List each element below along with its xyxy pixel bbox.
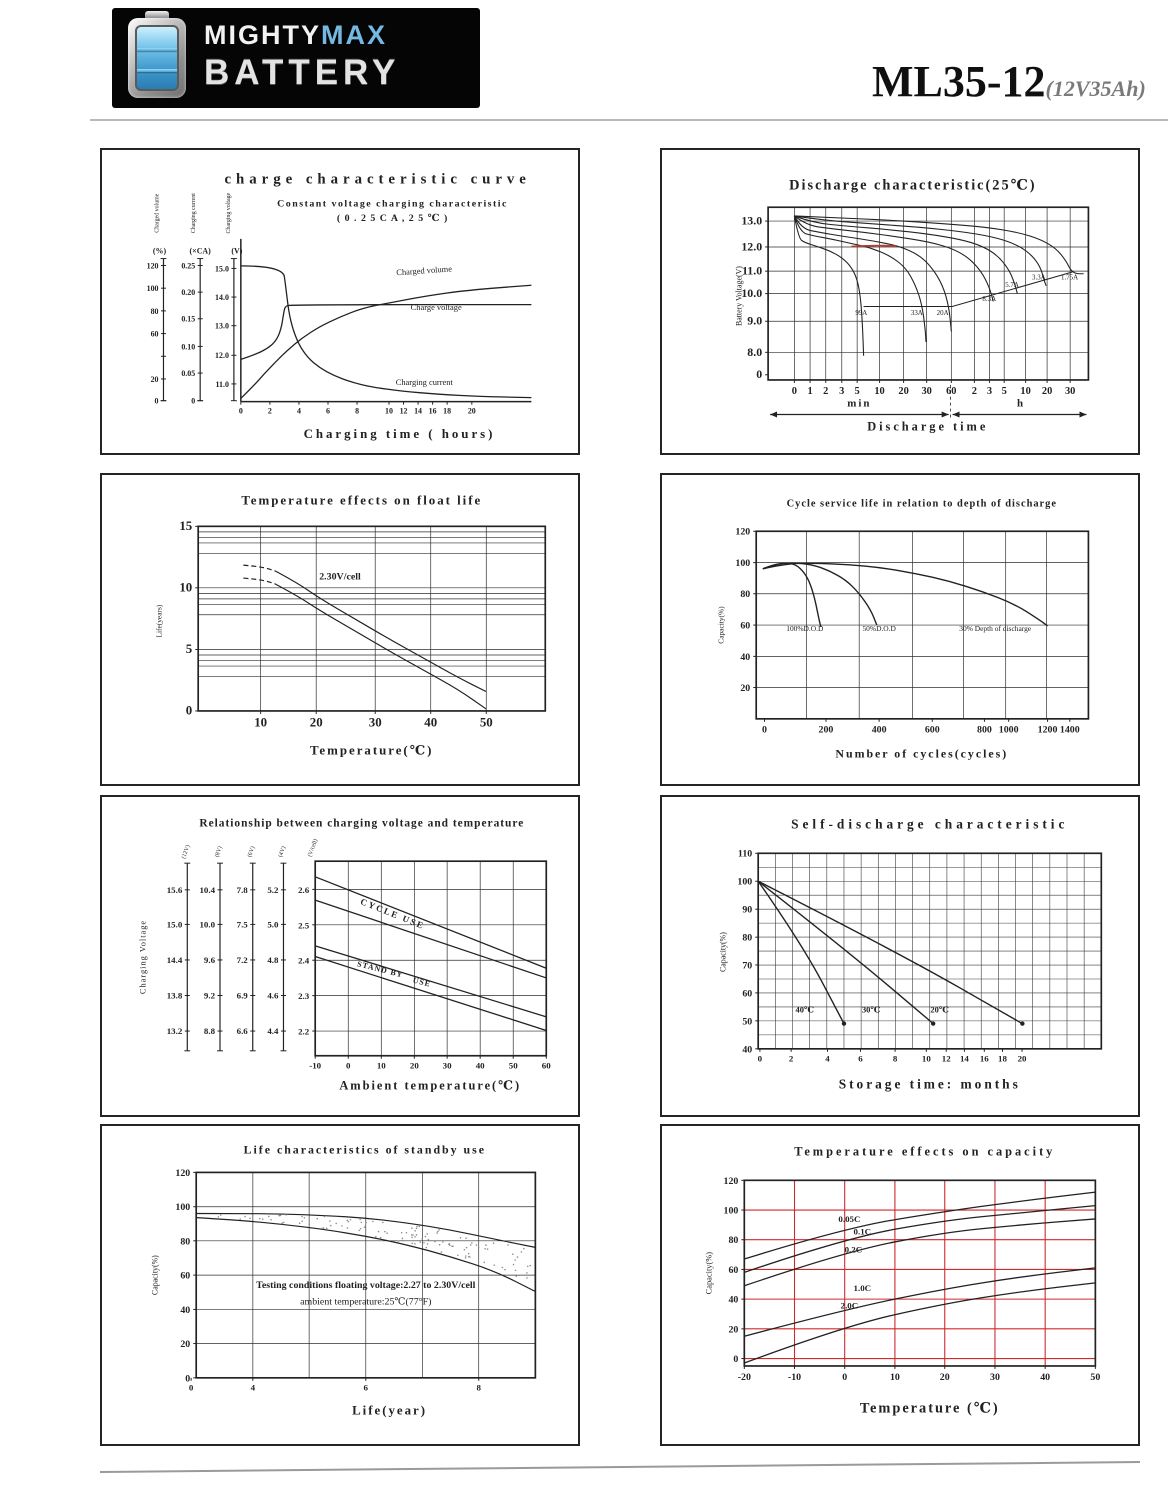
svg-text:120: 120 bbox=[146, 261, 159, 271]
svg-text:20: 20 bbox=[409, 1060, 419, 1071]
svg-text:(×CA): (×CA) bbox=[189, 246, 211, 256]
svg-text:Temperature (℃): Temperature (℃) bbox=[859, 1400, 1000, 1417]
svg-text:USE: USE bbox=[411, 975, 432, 989]
float-life-figure bbox=[102, 475, 578, 784]
svg-text:min: min bbox=[847, 397, 872, 410]
svg-text:4: 4 bbox=[296, 406, 301, 416]
svg-text:90: 90 bbox=[742, 904, 753, 916]
svg-text:20: 20 bbox=[939, 1371, 950, 1383]
svg-text:2.5: 2.5 bbox=[298, 920, 310, 931]
svg-text:80: 80 bbox=[180, 1236, 191, 1248]
svg-text:20: 20 bbox=[309, 715, 323, 730]
svg-text:30: 30 bbox=[442, 1060, 452, 1071]
svg-text:7.8: 7.8 bbox=[236, 884, 248, 895]
svg-text:3: 3 bbox=[986, 385, 993, 397]
footer-divider bbox=[100, 1461, 1140, 1473]
svg-text:80: 80 bbox=[742, 932, 753, 944]
svg-text:5.7A: 5.7A bbox=[1005, 282, 1019, 290]
svg-text:Life(years): Life(years) bbox=[154, 604, 164, 638]
svg-text:15.6: 15.6 bbox=[166, 884, 183, 895]
svg-text:9.0: 9.0 bbox=[747, 313, 763, 328]
svg-text:0.05C: 0.05C bbox=[838, 1213, 861, 1224]
svg-text:13.8: 13.8 bbox=[166, 990, 183, 1001]
svg-text:5: 5 bbox=[854, 385, 860, 397]
svg-text:30: 30 bbox=[990, 1371, 1000, 1383]
svg-text:8: 8 bbox=[476, 1382, 481, 1393]
svg-text:-20: -20 bbox=[737, 1371, 751, 1383]
svg-text:0: 0 bbox=[762, 724, 767, 736]
svg-text:10.0: 10.0 bbox=[199, 919, 216, 930]
svg-text:20A: 20A bbox=[936, 309, 949, 317]
svg-text:Testing conditions floating vo: Testing conditions floating voltage:2.27 to 2.30V/cell bbox=[256, 1279, 476, 1291]
svg-text:50: 50 bbox=[508, 1060, 518, 1071]
svg-text:0: 0 bbox=[191, 396, 196, 406]
svg-text:60: 60 bbox=[728, 1264, 739, 1276]
svg-text:h: h bbox=[1016, 397, 1024, 410]
model-capacity: (12V35Ah) bbox=[1045, 76, 1146, 101]
svg-text:2.2: 2.2 bbox=[298, 1026, 310, 1037]
svg-text:16: 16 bbox=[428, 406, 437, 416]
svg-text:18: 18 bbox=[443, 406, 452, 416]
svg-text:14: 14 bbox=[959, 1053, 969, 1064]
svg-text:10: 10 bbox=[376, 1060, 386, 1071]
svg-text:2.4: 2.4 bbox=[298, 955, 310, 966]
svg-text:Capacity(%): Capacity(%) bbox=[150, 1255, 160, 1296]
svg-text:5: 5 bbox=[185, 641, 193, 656]
svg-text:0: 0 bbox=[757, 1053, 763, 1064]
svg-text:30: 30 bbox=[1064, 385, 1076, 397]
svg-text:120: 120 bbox=[735, 526, 751, 538]
svg-text:30: 30 bbox=[921, 385, 932, 397]
svg-text:20: 20 bbox=[180, 1339, 191, 1350]
svg-text:50: 50 bbox=[1090, 1371, 1101, 1383]
svg-text:9.2: 9.2 bbox=[203, 990, 216, 1001]
svg-text:Number of cycles(cycles): Number of cycles(cycles) bbox=[835, 746, 1009, 761]
svg-text:40: 40 bbox=[475, 1060, 485, 1071]
svg-text:Self-discharge characteristic: Self-discharge characteristic bbox=[791, 816, 1069, 832]
chart-discharge-characteristic bbox=[660, 148, 1140, 455]
svg-text:(6V): (6V) bbox=[247, 845, 257, 859]
svg-text:4.6: 4.6 bbox=[267, 990, 279, 1001]
svg-text:20: 20 bbox=[1041, 385, 1053, 397]
svg-text:CYCLE USE: CYCLE USE bbox=[359, 896, 427, 932]
svg-text:13.2: 13.2 bbox=[166, 1026, 183, 1037]
svg-text:4: 4 bbox=[250, 1382, 256, 1393]
svg-text:110: 110 bbox=[737, 848, 753, 860]
svg-text:100%D.O.D: 100%D.O.D bbox=[786, 623, 824, 633]
svg-text:2: 2 bbox=[267, 406, 272, 416]
svg-text:0.15: 0.15 bbox=[181, 314, 196, 324]
svg-text:Temperature effects on float l: Temperature effects on float life bbox=[241, 493, 483, 508]
brand-max: MAX bbox=[321, 20, 387, 50]
svg-text:99A: 99A bbox=[855, 309, 868, 317]
svg-text:10: 10 bbox=[385, 406, 393, 416]
svg-text:Storage time: months: Storage time: months bbox=[838, 1076, 1021, 1092]
svg-text:1.0C: 1.0C bbox=[853, 1282, 872, 1293]
svg-text:40: 40 bbox=[180, 1304, 191, 1316]
svg-text:10: 10 bbox=[874, 385, 885, 397]
self-discharge-figure bbox=[662, 797, 1138, 1115]
svg-text:100: 100 bbox=[737, 876, 753, 888]
svg-text:0.1C: 0.1C bbox=[853, 1226, 872, 1237]
svg-text:400: 400 bbox=[871, 724, 887, 736]
svg-text:2: 2 bbox=[823, 385, 829, 397]
svg-text:Capacity(%): Capacity(%) bbox=[718, 932, 728, 972]
svg-text:Ambient temperature(℃): Ambient temperature(℃) bbox=[339, 1078, 522, 1093]
svg-text:STAND BY: STAND BY bbox=[356, 959, 405, 980]
svg-text:Charged volume: Charged volume bbox=[154, 193, 161, 233]
svg-text:Temperature(℃): Temperature(℃) bbox=[310, 743, 434, 758]
svg-text:3.3A: 3.3A bbox=[1032, 274, 1046, 282]
cycle-service-life-figure bbox=[662, 475, 1138, 784]
svg-text:0.10: 0.10 bbox=[181, 342, 196, 352]
svg-text:20: 20 bbox=[150, 374, 159, 384]
svg-text:Discharge time: Discharge time bbox=[867, 419, 989, 434]
svg-text:8.8: 8.8 bbox=[203, 1026, 216, 1037]
svg-text:80: 80 bbox=[728, 1235, 739, 1247]
svg-text:0: 0 bbox=[185, 703, 193, 718]
svg-text:40: 40 bbox=[740, 651, 751, 663]
svg-text:100: 100 bbox=[146, 284, 159, 294]
svg-text:80: 80 bbox=[150, 306, 159, 316]
chart-temperature-capacity bbox=[660, 1124, 1140, 1446]
svg-text:40: 40 bbox=[1040, 1371, 1051, 1383]
svg-text:15.0: 15.0 bbox=[166, 919, 183, 930]
brand-wordmark bbox=[204, 20, 400, 93]
svg-text:13.0: 13.0 bbox=[215, 321, 229, 331]
svg-text:3: 3 bbox=[839, 385, 845, 397]
charging-voltage-temperature-figure bbox=[102, 797, 578, 1115]
svg-text:60: 60 bbox=[740, 620, 751, 632]
svg-text:Cycle service life in relation: Cycle service life in relation to depth of discharge bbox=[786, 498, 1057, 510]
svg-text:50%D.O.D: 50%D.O.D bbox=[862, 623, 896, 633]
svg-text:1200: 1200 bbox=[1037, 724, 1058, 736]
svg-text:7.5: 7.5 bbox=[236, 919, 248, 930]
svg-text:0: 0 bbox=[733, 1354, 739, 1366]
svg-text:20: 20 bbox=[728, 1324, 739, 1336]
svg-text:Capacity(%): Capacity(%) bbox=[716, 606, 726, 644]
svg-text:charge characteristic curve: charge characteristic curve bbox=[224, 171, 531, 188]
svg-text:-10: -10 bbox=[309, 1060, 322, 1071]
svg-text:6.6: 6.6 bbox=[236, 1026, 248, 1037]
svg-text:40: 40 bbox=[424, 715, 438, 730]
svg-text:14.4: 14.4 bbox=[166, 954, 183, 965]
svg-text:60: 60 bbox=[150, 329, 159, 339]
svg-text:0.05: 0.05 bbox=[181, 369, 196, 379]
svg-text:120: 120 bbox=[723, 1175, 739, 1187]
svg-text:600: 600 bbox=[924, 724, 940, 736]
svg-text:100: 100 bbox=[175, 1202, 191, 1214]
svg-text:1.75A: 1.75A bbox=[1061, 274, 1079, 282]
battery-icon bbox=[128, 18, 186, 98]
svg-text:20: 20 bbox=[467, 406, 476, 416]
svg-text:10: 10 bbox=[254, 715, 268, 730]
svg-text:0.20: 0.20 bbox=[181, 288, 196, 298]
svg-text:100: 100 bbox=[723, 1205, 739, 1217]
svg-text:Charging time ( hours): Charging time ( hours) bbox=[303, 427, 496, 442]
svg-text:5.0: 5.0 bbox=[267, 919, 279, 930]
svg-text:12: 12 bbox=[941, 1053, 951, 1064]
model-title bbox=[872, 56, 1146, 107]
svg-text:Temperature effects on capaci: Temperature effects on capacity bbox=[794, 1144, 1056, 1159]
svg-text:12: 12 bbox=[399, 406, 408, 416]
temperature-capacity-figure bbox=[662, 1126, 1138, 1444]
svg-text:11.0: 11.0 bbox=[742, 263, 763, 278]
svg-text:20: 20 bbox=[740, 682, 751, 694]
svg-text:15.0: 15.0 bbox=[215, 264, 229, 274]
svg-text:6: 6 bbox=[858, 1053, 863, 1064]
svg-text:60: 60 bbox=[742, 988, 753, 1000]
svg-text:2.30V/cell: 2.30V/cell bbox=[319, 571, 361, 583]
svg-text:-10: -10 bbox=[787, 1371, 802, 1383]
chart-self-discharge bbox=[660, 795, 1140, 1117]
svg-text:0.2C: 0.2C bbox=[844, 1244, 863, 1255]
svg-text:4.4: 4.4 bbox=[267, 1026, 279, 1037]
svg-text:Life(year): Life(year) bbox=[352, 1403, 428, 1418]
svg-text:40℃: 40℃ bbox=[795, 1005, 815, 1015]
svg-text:Charge voltage: Charge voltage bbox=[410, 302, 462, 312]
svg-text:70: 70 bbox=[742, 960, 753, 972]
svg-text:( 0 . 2 5 C A , 2 5 ℃ ): ( 0 . 2 5 C A , 2 5 ℃ ) bbox=[336, 213, 449, 225]
svg-text:30℃: 30℃ bbox=[861, 1005, 881, 1015]
svg-text:10.0: 10.0 bbox=[741, 286, 763, 301]
svg-text:6: 6 bbox=[326, 406, 330, 416]
svg-text:Charging current: Charging current bbox=[395, 377, 453, 387]
svg-text:12.0: 12.0 bbox=[741, 239, 763, 254]
svg-text:0: 0 bbox=[154, 396, 159, 406]
svg-text:Charging voltage: Charging voltage bbox=[225, 192, 232, 234]
svg-text:(%): (%) bbox=[152, 246, 167, 256]
svg-text:12.0: 12.0 bbox=[215, 351, 229, 361]
svg-text:8: 8 bbox=[892, 1053, 898, 1064]
chart-standby-life bbox=[100, 1124, 580, 1446]
svg-text:120: 120 bbox=[175, 1167, 191, 1179]
svg-text:18: 18 bbox=[998, 1053, 1007, 1064]
svg-text:6: 6 bbox=[363, 1382, 369, 1393]
svg-text:2.6: 2.6 bbox=[298, 884, 310, 895]
svg-text:(8V): (8V) bbox=[214, 845, 224, 859]
svg-text:2.0C: 2.0C bbox=[840, 1300, 859, 1311]
svg-text:60: 60 bbox=[180, 1270, 191, 1282]
header-divider bbox=[90, 119, 1168, 121]
svg-text:6.9: 6.9 bbox=[236, 990, 248, 1001]
svg-text:20: 20 bbox=[898, 385, 909, 397]
svg-text:(4V): (4V) bbox=[277, 845, 288, 859]
svg-text:10.4: 10.4 bbox=[199, 884, 216, 895]
svg-text:(V/cell): (V/cell) bbox=[307, 838, 320, 858]
brand-mighty: MIGHTY bbox=[204, 20, 321, 50]
svg-text:16: 16 bbox=[979, 1053, 989, 1064]
svg-text:800: 800 bbox=[977, 724, 992, 736]
svg-text:ambient temperature:25℃(77°F): ambient temperature:25℃(77°F) bbox=[300, 1296, 432, 1308]
svg-text:60: 60 bbox=[946, 385, 957, 397]
svg-text:1400: 1400 bbox=[1059, 724, 1080, 736]
svg-text:10: 10 bbox=[1020, 385, 1031, 397]
svg-text:Discharge characteristic(25℃): Discharge characteristic(25℃) bbox=[789, 177, 1037, 194]
svg-text:0: 0 bbox=[756, 367, 763, 382]
svg-text:Life characteristics of standb: Life characteristics of standby use bbox=[243, 1142, 486, 1157]
svg-text:1: 1 bbox=[807, 385, 813, 397]
svg-text:10: 10 bbox=[179, 580, 193, 595]
svg-text:7.2: 7.2 bbox=[236, 954, 248, 965]
chart-charge-characteristic bbox=[100, 148, 580, 455]
svg-text:33A: 33A bbox=[910, 309, 923, 317]
chart-float-life bbox=[100, 473, 580, 786]
svg-text:10: 10 bbox=[921, 1053, 931, 1064]
svg-text:0: 0 bbox=[238, 406, 243, 416]
svg-text:8.3A: 8.3A bbox=[982, 296, 997, 304]
svg-text:(V): (V) bbox=[231, 246, 243, 256]
svg-text:30% Depth of discharge: 30% Depth of discharge bbox=[959, 623, 1032, 633]
svg-text:0: 0 bbox=[346, 1060, 351, 1071]
svg-text:5.2: 5.2 bbox=[267, 884, 279, 895]
svg-text:2: 2 bbox=[971, 385, 977, 397]
svg-text:0.25: 0.25 bbox=[181, 261, 196, 271]
svg-text:8.0: 8.0 bbox=[747, 344, 763, 359]
chart-cycle-service-life bbox=[660, 473, 1140, 786]
svg-text:9.6: 9.6 bbox=[203, 954, 216, 965]
svg-text:2: 2 bbox=[788, 1053, 794, 1064]
svg-text:14.0: 14.0 bbox=[215, 293, 229, 303]
svg-text:50: 50 bbox=[479, 715, 493, 730]
svg-text:80: 80 bbox=[740, 589, 751, 601]
svg-text:(12V): (12V) bbox=[181, 844, 192, 860]
brand-battery: BATTERY bbox=[204, 53, 401, 92]
svg-text:100: 100 bbox=[735, 558, 751, 570]
chart-charging-voltage-temperature bbox=[100, 795, 580, 1117]
svg-text:1000: 1000 bbox=[998, 724, 1019, 736]
svg-text:Battery Voltage(V): Battery Voltage(V) bbox=[734, 266, 744, 327]
standby-life-figure bbox=[102, 1126, 578, 1444]
svg-text:0: 0 bbox=[791, 385, 797, 397]
svg-text:Relationship between charging: Relationship between charging voltage and temperature bbox=[199, 817, 525, 830]
svg-text:8: 8 bbox=[355, 406, 360, 416]
svg-text:2.3: 2.3 bbox=[298, 991, 310, 1002]
svg-text:0: 0 bbox=[842, 1371, 848, 1383]
svg-text:4: 4 bbox=[825, 1053, 830, 1064]
svg-text:Capacity(%): Capacity(%) bbox=[704, 1251, 714, 1295]
svg-text:Constant voltage charging char: Constant voltage charging characteristic bbox=[277, 198, 508, 210]
svg-text:60: 60 bbox=[541, 1060, 551, 1071]
svg-text:14: 14 bbox=[414, 406, 423, 416]
svg-text:4.8: 4.8 bbox=[267, 954, 279, 965]
svg-text:Charged volume: Charged volume bbox=[396, 264, 453, 278]
charge-characteristic-figure bbox=[102, 150, 578, 453]
svg-text:40: 40 bbox=[742, 1044, 753, 1056]
svg-text:30: 30 bbox=[368, 715, 382, 730]
svg-text:40: 40 bbox=[728, 1294, 739, 1306]
svg-text:20: 20 bbox=[1017, 1053, 1027, 1064]
svg-text:13.0: 13.0 bbox=[741, 213, 763, 228]
svg-text:200: 200 bbox=[818, 724, 834, 736]
svg-text:50: 50 bbox=[742, 1016, 753, 1028]
svg-text:10: 10 bbox=[889, 1371, 900, 1383]
discharge-characteristic-figure bbox=[662, 150, 1138, 453]
svg-text:15: 15 bbox=[179, 518, 193, 533]
svg-text:5: 5 bbox=[1001, 385, 1007, 397]
svg-text:0: 0 bbox=[188, 1382, 194, 1393]
svg-text:0: 0 bbox=[185, 1373, 191, 1385]
mightymax-logo bbox=[112, 8, 480, 108]
svg-text:Charging Voltage: Charging Voltage bbox=[138, 919, 148, 995]
svg-text:20℃: 20℃ bbox=[930, 1005, 949, 1015]
svg-text:11.0: 11.0 bbox=[215, 379, 229, 389]
model-number: ML35-12 bbox=[872, 57, 1046, 106]
svg-text:Charging current: Charging current bbox=[191, 193, 198, 234]
